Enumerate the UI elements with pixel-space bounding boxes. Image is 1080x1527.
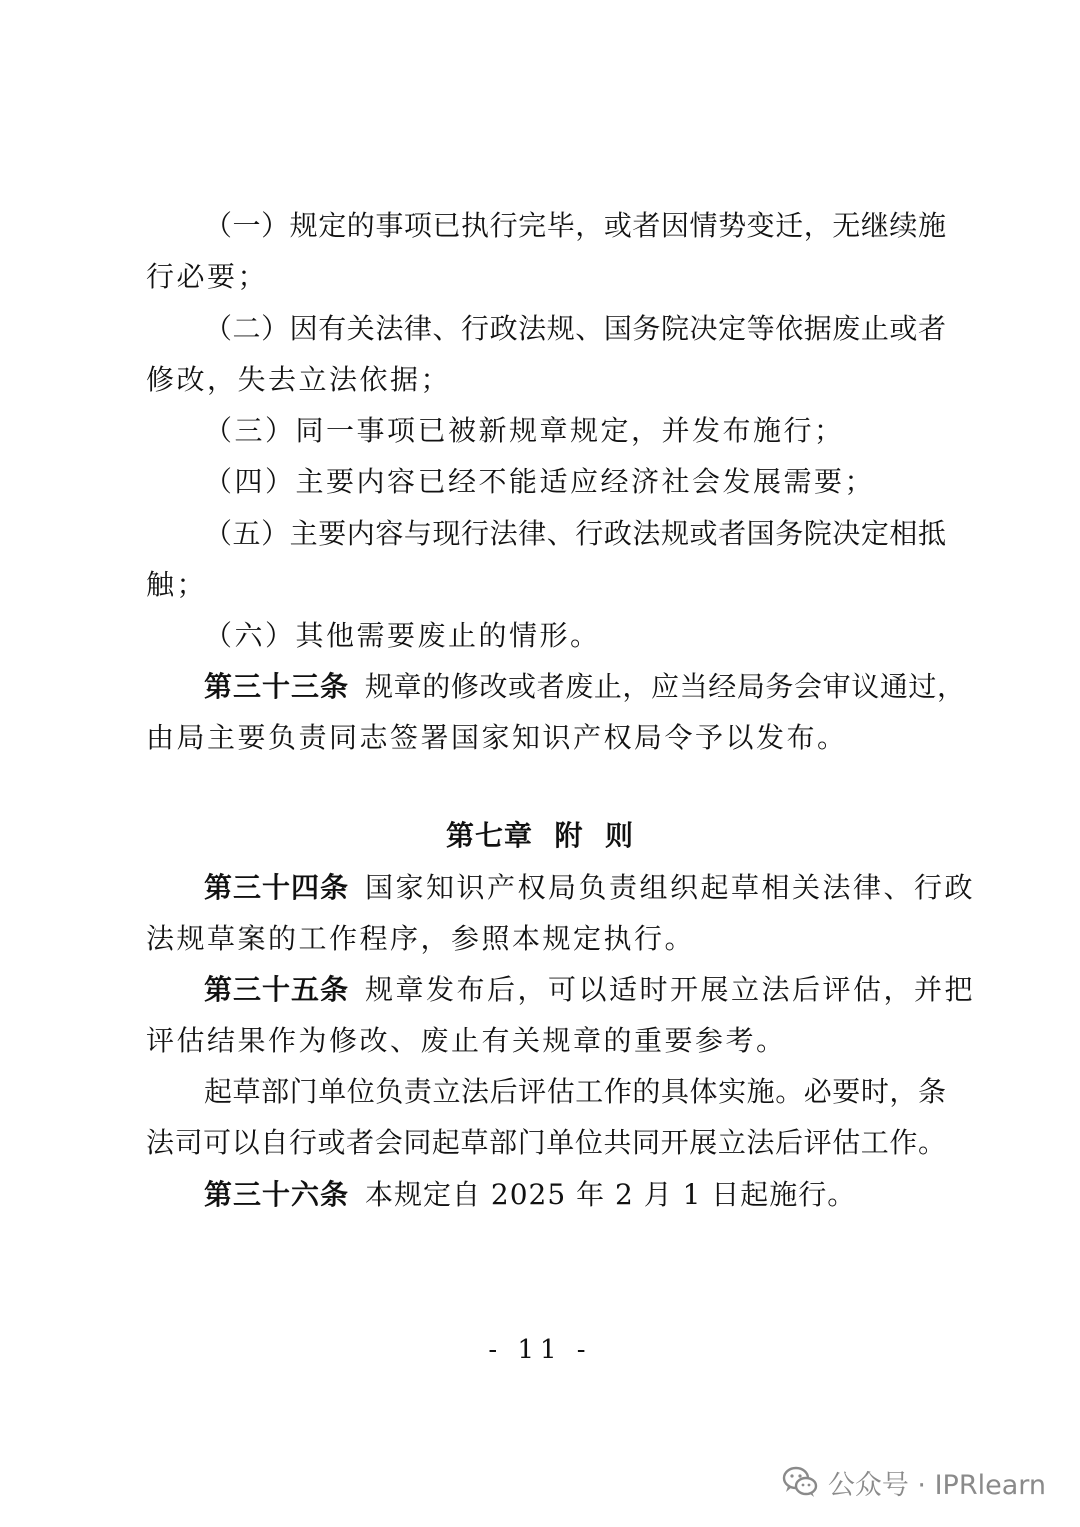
article-35-label: 第三十五条 <box>204 973 350 1006</box>
article-33-text: 规章的修改或者废止，应当经局务会审议通过， <box>365 670 966 703</box>
article-35-line-2: 评估结果作为修改、废止有关规章的重要参考。 <box>146 1024 787 1057</box>
article-35-text: 规章发布后，可以适时开展立法后评估，并把 <box>365 973 976 1006</box>
page-number: - 11 - <box>488 1335 592 1365</box>
item-2-line-1: （二）因有关法律、行政法规、国务院决定等依据废止或者 <box>204 312 946 345</box>
article-36-line <box>204 1175 946 1215</box>
wechat-icon <box>782 1466 818 1498</box>
article-33-line-2: 由局主要负责同志签署国家知识产权局令予以发布。 <box>146 721 848 754</box>
article-35-line-1 <box>204 970 976 1010</box>
chapter-heading: 第七章 附 则 <box>446 819 634 852</box>
item-1-line-2: 行必要； <box>146 260 269 293</box>
item-4: （四）主要内容已经不能适应经济社会发展需要； <box>204 465 876 498</box>
article-36-label: 第三十六条 <box>204 1178 350 1211</box>
article-34-label: 第三十四条 <box>204 871 350 904</box>
item-5-line-1: （五）主要内容与现行法律、行政法规或者国务院决定相抵 <box>204 517 946 550</box>
article-35-para2-line-2: 法司可以自行或者会同起草部门单位共同开展立法后评估工作。 <box>146 1126 946 1159</box>
article-34-line-1 <box>204 868 976 908</box>
article-33-line-1 <box>204 667 966 707</box>
item-1-line-1: （一）规定的事项已执行完毕，或者因情势变迁，无继续施 <box>204 209 946 242</box>
article-36-text: 本规定自 2025 年 2 月 1 日起施行。 <box>365 1178 857 1211</box>
item-6: （六）其他需要废止的情形。 <box>204 619 601 652</box>
item-3: （三）同一事项已被新规章规定，并发布施行； <box>204 414 845 447</box>
article-33-label: 第三十三条 <box>204 670 350 703</box>
item-5-line-2: 触； <box>146 568 208 601</box>
item-2-line-2: 修改，失去立法依据； <box>146 363 452 396</box>
watermark <box>782 1462 1046 1502</box>
article-34-line-2: 法规草案的工作程序，参照本规定执行。 <box>146 922 696 955</box>
article-34-text: 国家知识产权局负责组织起草相关法律、行政 <box>365 871 976 904</box>
article-35-para2-line-1: 起草部门单位负责立法后评估工作的具体实施。必要时，条 <box>204 1075 946 1108</box>
watermark-text: 公众号 · IPRlearn <box>827 1469 1046 1501</box>
